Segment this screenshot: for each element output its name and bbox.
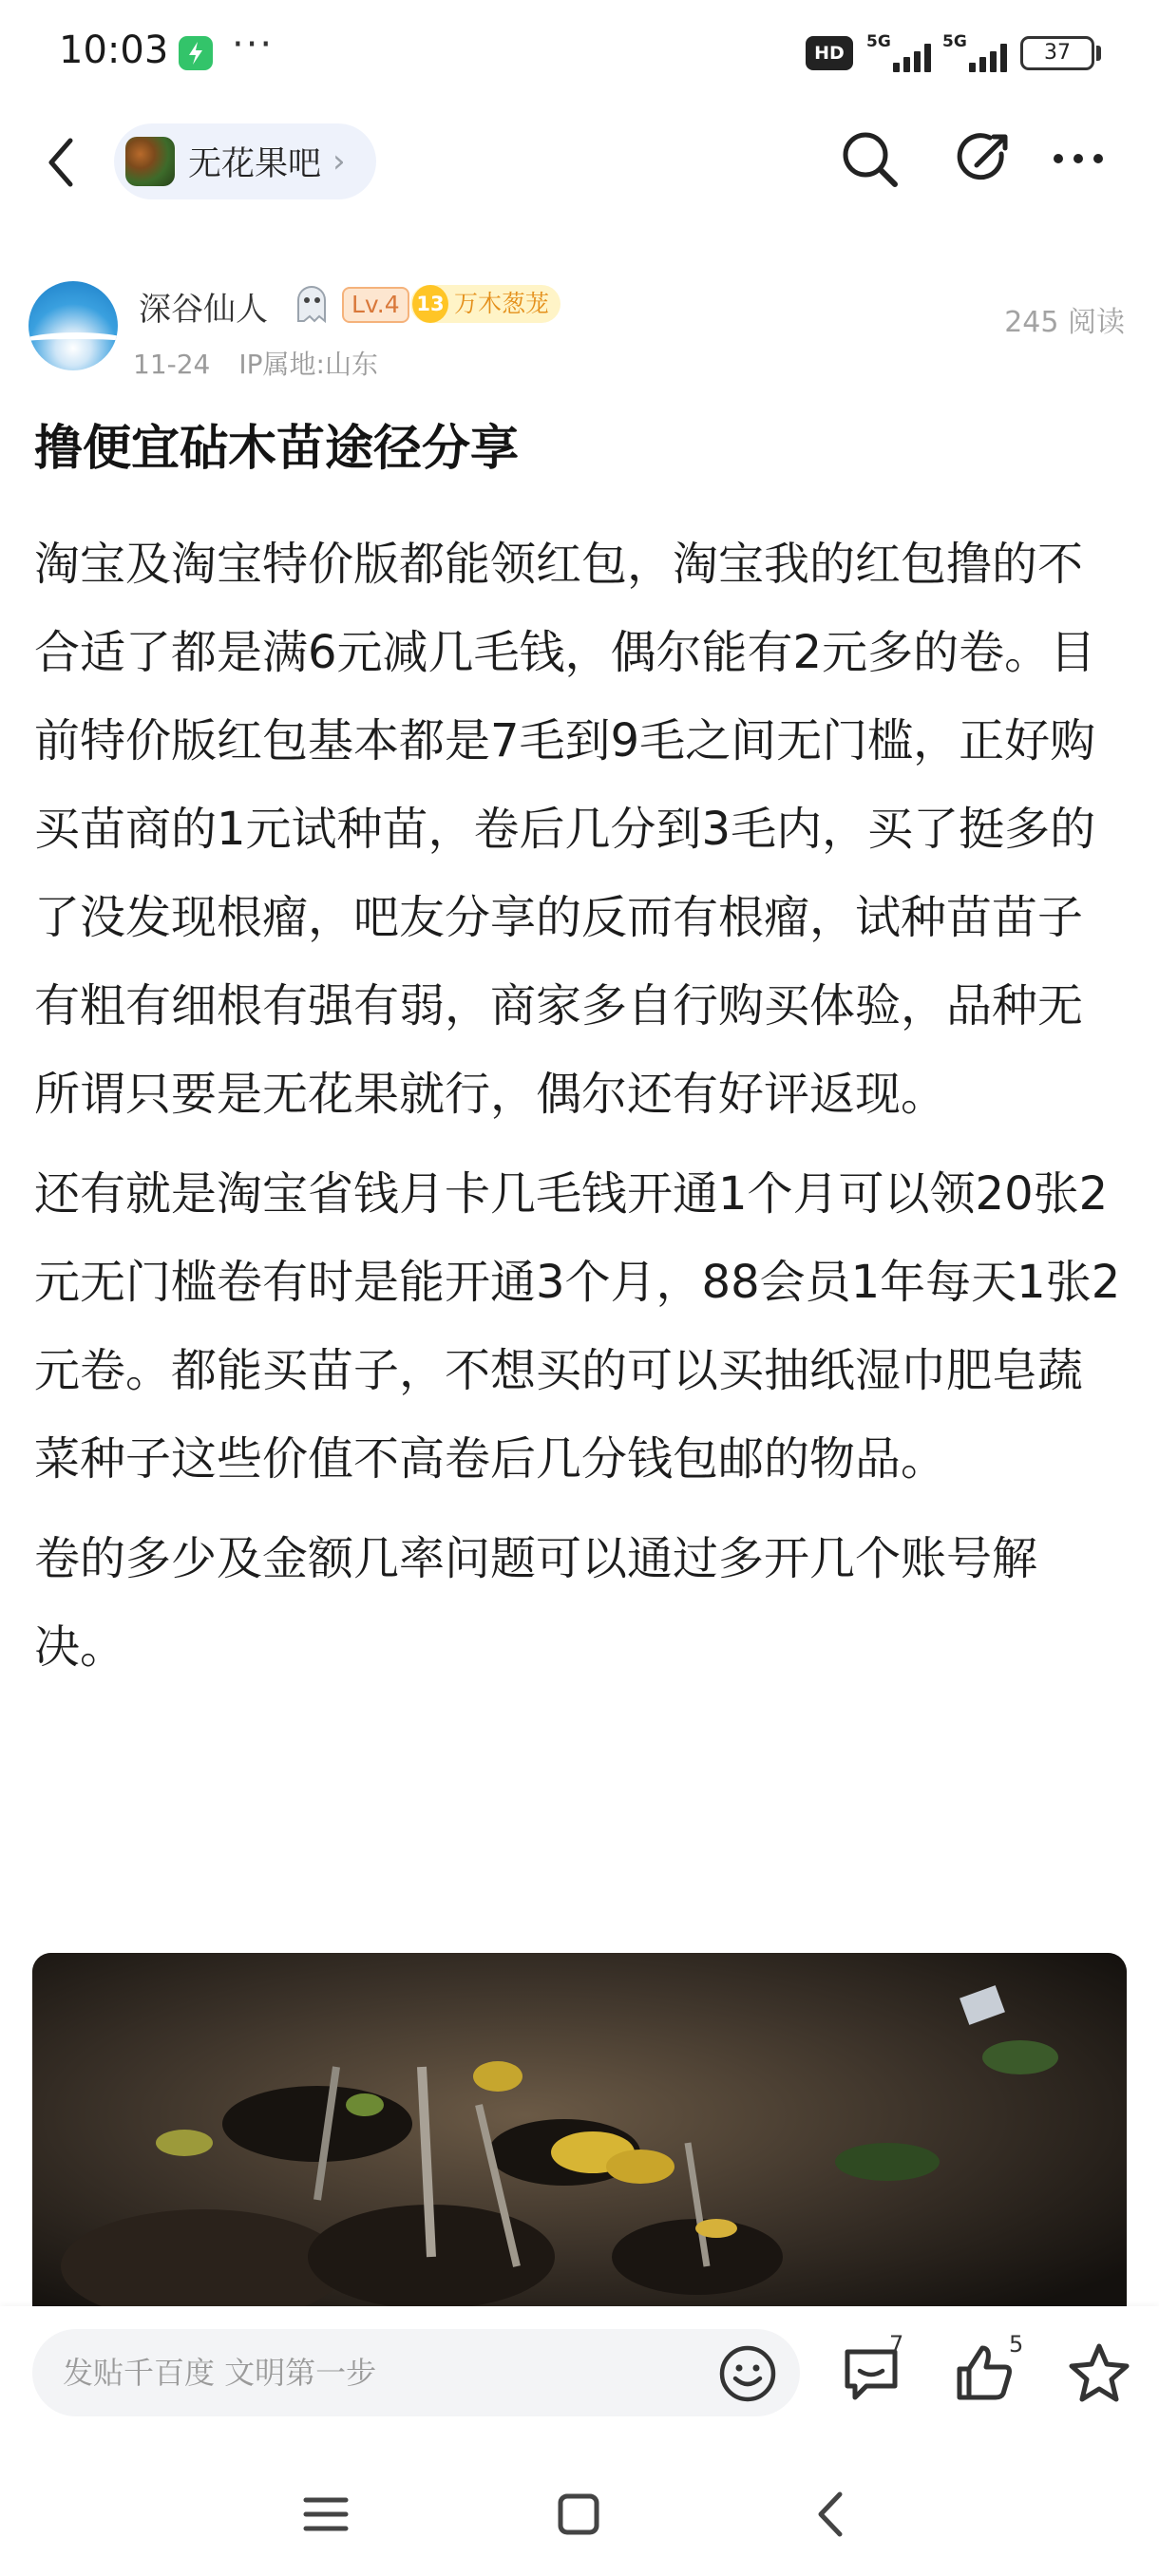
author-avatar[interactable] — [28, 281, 118, 370]
post-date: 11-24 — [133, 349, 211, 380]
more-icon[interactable] — [1045, 125, 1112, 192]
network-label-2: 5G — [942, 32, 967, 51]
honor-title-badge — [410, 285, 560, 323]
signal-icon-1 — [866, 34, 940, 72]
post-paragraph: 卷的多少及金额几率问题可以通过多开几个账号解决。 — [34, 1532, 1038, 1674]
share-icon[interactable] — [952, 125, 1018, 192]
back-icon[interactable] — [40, 135, 86, 190]
read-count: 245 阅读 — [1004, 306, 1125, 339]
reply-input[interactable] — [32, 2329, 800, 2416]
status-bar — [0, 0, 1159, 104]
status-time: 10:03 — [59, 28, 169, 72]
author-name[interactable]: 深谷仙人 — [139, 291, 268, 329]
post-paragraph: 还有就是淘宝省钱月卡几毛钱开通1个月可以领20张2元无门槛卷有时是能开通3个月，88会员1年每天1张2元卷。都能买苗子，不想买的可以买抽纸湿巾肥皂蔬菜种子这些价值不高卷后几分钱包邮的物品。 — [34, 1167, 1121, 1486]
post-location: IP属地:山东 — [238, 349, 378, 380]
post-meta — [133, 344, 378, 382]
bottom-action-bar — [0, 2306, 1159, 2576]
post-title: 撸便宜砧木苗途径分享 — [34, 421, 520, 477]
favorite-icon[interactable] — [1062, 2337, 1136, 2411]
honor-title: 万木葱茏 — [454, 290, 550, 317]
post-image[interactable] — [32, 1953, 1127, 2314]
search-icon[interactable] — [836, 125, 902, 192]
post-body — [34, 521, 1127, 1703]
like-count: 5 — [1009, 2331, 1024, 2358]
ghost-icon — [291, 283, 332, 333]
app-notification-icon — [179, 36, 213, 70]
chevron-right-icon: › — [332, 142, 346, 180]
forum-avatar — [125, 137, 175, 186]
hd-voice-icon: HD — [806, 36, 853, 70]
battery-tip — [1096, 46, 1101, 61]
post-paragraph: 淘宝及淘宝特价版都能领红包，淘宝我的红包撸的不合适了都是满6元减几毛钱，偶尔能有2元多的卷。目前特价版红包基本都是7毛到9毛之间无门槛，正好购买苗商的1元试种苗，卷后几分到3毛内，买了挺多的了没发现根瘤，吧友分享的反而有根瘤，试种苗苗子有粗有细根有强有弱，商家多自行购买体验，品种无所谓只要是无花果就行，偶尔还有好评返现。 — [34, 538, 1096, 1121]
battery-icon: 37 — [1020, 36, 1094, 70]
home-icon[interactable] — [545, 2481, 612, 2548]
nav-back-icon[interactable] — [798, 2481, 864, 2548]
level-badge: Lv.4 — [342, 287, 409, 323]
forum-name: 无花果吧 — [188, 145, 322, 183]
network-label-1: 5G — [866, 32, 891, 51]
forum-link[interactable] — [114, 123, 376, 199]
signal-icon-2 — [942, 34, 1016, 72]
honor-level: 13 — [412, 285, 448, 323]
comment-count: 7 — [889, 2331, 904, 2358]
top-nav — [0, 112, 1159, 211]
emoji-icon[interactable] — [716, 2342, 779, 2405]
menu-icon[interactable] — [293, 2481, 359, 2548]
more-notifications-icon: ··· — [232, 23, 275, 66]
